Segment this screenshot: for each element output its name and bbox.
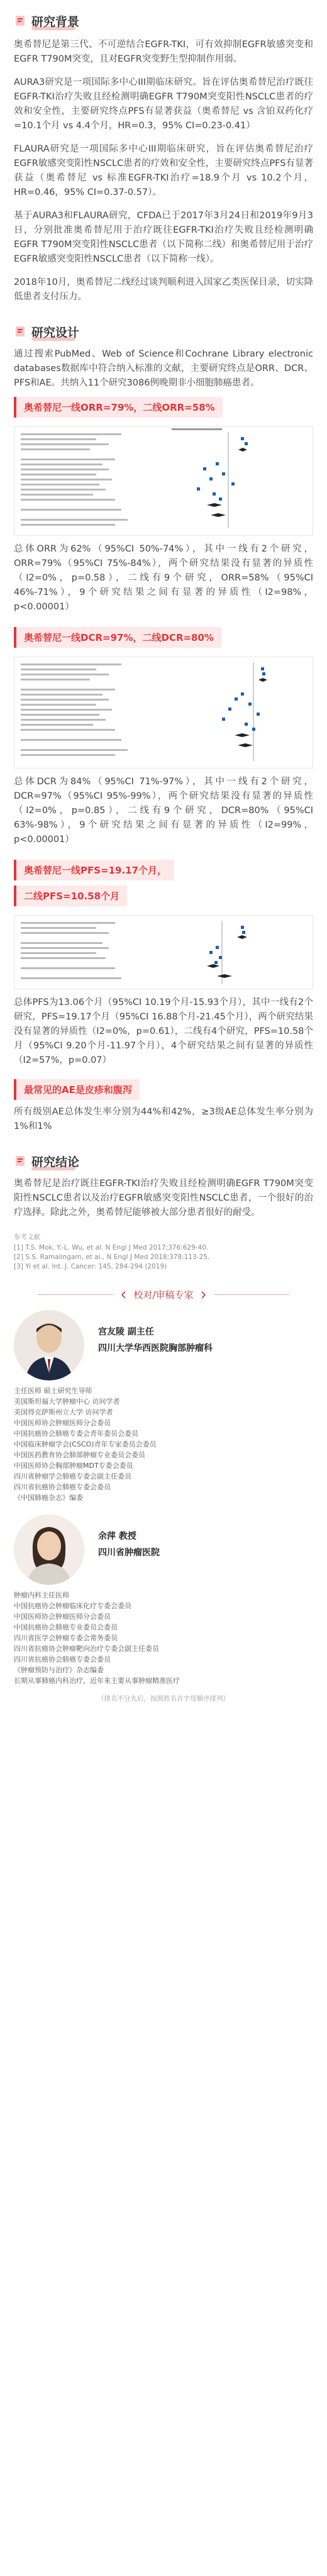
bio-line: 中国临床肿瘤学会(CSCO)青年专家委员会委员 [14, 1440, 157, 1448]
expert-bio-2 [14, 1590, 313, 1686]
reference-item: [2] S.S. Ramalingam, et al., N Engl J Med 2018;378:113-25. [14, 1253, 210, 1261]
background-paragraph-5: 2018年10月，奥希替尼二线经过谈判顺利进入国家乙类医保目录，切实降低患者支付压力。 [14, 277, 313, 302]
forest-plot-image [14, 916, 313, 989]
design-paragraph: 通过搜索PubMed、Web of Science和Cochrane Library electronic databases数据库中符合纳入标准的文献，主要研究终点是ORR、DCR、PFS和AE。共纳入11个研究3086例晚期非小细胞肺癌患者。 [14, 349, 313, 388]
bio-line: 四川省肿瘤学会肺癌专委会副主任委员 [14, 1472, 131, 1480]
bio-line: 美国得克萨斯州立大学 访问学者 [14, 1408, 113, 1416]
reference-item: [3] Yi et al. Int. J. Cancer: 145, 284-294 (2019) [14, 1263, 167, 1270]
reference-item: [1] T.S. Mok, Y.-L. Wu, et al. N Engl J Med 2017;376:629-40. [14, 1244, 209, 1252]
bio-line: 中国医师协会肿瘤医师分会委员 [14, 1613, 111, 1621]
section-title-text: 研究背景 [31, 14, 80, 29]
bio-line: 中国抗癌协会肿瘤临床化疗专委会委员 [14, 1602, 131, 1610]
background-paragraph-4: 基于AURA3和FLAURA研究，CFDA已于2017年3月24日和2019年9月3日，分别批准奥希替尼用于治疗既往EGFR-TKI治疗失败且经检测明确EGFR T790M突变阳性NSCLC患者（以下简称二线）和奥希替尼用于治疗EGFR敏感突变阳性NSCLC患者（以下简称一线）。 [14, 211, 313, 264]
pfs-heading-2: 二线PFS=10.58个月 [14, 886, 127, 906]
bio-line: 长期从事肺癌内科治疗，近年来主要从事肿瘤精准医疗 [14, 1677, 180, 1685]
divider-line [214, 1294, 289, 1295]
bio-line: 中国医师协会胸部肿瘤MDT专委会委员 [14, 1462, 133, 1470]
document-icon [14, 14, 26, 27]
bio-line: 美国斯坦福大学肿瘤中心 访问学者 [14, 1397, 120, 1406]
orr-forest-plot [14, 426, 313, 536]
expert-card-1 [0, 1310, 327, 1380]
bio-line: 中国医师协会肿瘤医师分会委员 [14, 1419, 111, 1427]
references [14, 1233, 313, 1272]
bio-line: 四川省抗癌协会肺癌专委会委员 [14, 1655, 111, 1663]
divider-line [38, 1294, 113, 1295]
expert-name: 余萍 教授 [98, 1531, 136, 1541]
ae-text: 所有级别AE总体发生率分别为44%和42%，≥3级AE总体发生率分别为1%和1% [14, 1107, 313, 1131]
expert-hospital: 四川省肿瘤医院 [98, 1548, 160, 1558]
pfs-forest-plot [14, 915, 313, 989]
references-title: 参考文献 [14, 1233, 40, 1241]
background-paragraph-3: FLAURA研究是一项国际多中心III期临床研究，旨在评估奥希替尼治疗EGFR敏感突变阳性NSCLC患者的疗效和安全性，主要研究终点PFS有显著获益（奥希替尼 vs 标准EGFR-TKI治疗=18.9个月 vs 10.2个月，HR=0.46，95% CI=0.37-0.57）。 [14, 144, 313, 197]
bio-line: 主任医师 硕士研究生导师 [14, 1387, 92, 1395]
section-title-text: 研究设计 [31, 325, 80, 340]
document-icon [14, 325, 26, 338]
experts-header [0, 1288, 327, 1301]
avatar [14, 1310, 84, 1380]
bio-line: 四川省医学会肿瘤专委会常务委员 [14, 1634, 118, 1642]
expert-card-2 [0, 1514, 327, 1585]
bio-line: 四川省抗癌协会肺癌专委会委员 [14, 1483, 111, 1491]
background-paragraph-2: AURA3研究是一项国际多中心III期临床研究。旨在评估奥希替尼治疗既往EGFR-TKI治疗失败且经检测明确EGFR T790M突变阳性NSCLC患者的疗效和安全性，主要研究终点PFS有显著获益（奥希替尼 vs 含铂双药化疗=10.1个月 vs 4.4个月，HR=0.3，95% CI=0.23-0.41） [14, 77, 313, 131]
bio-line: 四川省抗癌协会肿瘤靶向治疗专委会副主任委员 [14, 1645, 159, 1653]
chevron-right-icon [199, 1291, 208, 1299]
background-paragraph-1: 奥希替尼是第三代、不可逆结合EGFR-TKI，可有效抑制EGFR敏感突变和EGFR T790M突变，且对EGFR突变野生型抑制作用弱。 [14, 40, 313, 64]
expert-bio-1 [14, 1385, 313, 1503]
document-icon [14, 1155, 26, 1167]
expert-name: 宫友陵 副主任 [98, 1327, 154, 1337]
bio-line: 中国抗癌协会肺癌专业委员会委员 [14, 1623, 118, 1631]
bio-line: 《中国肺癌杂志》编委 [14, 1494, 83, 1502]
expert-hospital: 四川大学华西医院胸部肿瘤科 [98, 1343, 213, 1353]
bio-line: 中国医药教育协会肺部肿瘤专业委员会委员 [14, 1451, 145, 1459]
section-title-text: 研究结论 [31, 1155, 80, 1169]
ae-heading: 最常见的AE是皮疹和腹泻 [14, 1079, 140, 1100]
forest-plot-image [14, 427, 313, 535]
dcr-heading: 奥希替尼一线DCR=97%，二线DCR=80% [14, 627, 221, 648]
orr-text: 总体ORR为62%（95%CI 50%-74%），其中一线有2个研究，ORR=79%（95%CI 75%-84%），两个研究结果没有显著的异质性（I2=0%，p=0.58），二线有9个研究，ORR=58%（95%CI 46%-71%），9个研究结果之间有显著的异质性（I2=98%，p<0.00001） [14, 544, 313, 612]
conclusion-text: 奥希替尼是治疗既往EGFR-TKI治疗失败且经检测明确EGFR T790M突变阳性NSCLC患者以及治疗EGFR敏感突变阳性NSCLC患者，一个很好的治疗选择。除此之外，奥希替尼能够被大部分患者很好的耐受。 [14, 1179, 313, 1218]
bio-line: 中国抗癌协会肺癌专委会青年委员会委员 [14, 1430, 138, 1438]
dcr-text: 总体DCR为84%（95%CI 71%-97%），其中一线有2个研究，DCR=97%（95%CI 95%-99%），两个研究结果没有显著的异质性（I2=0%，p=0.85），二线有9个研究，DCR=80%（95%CI 63%-98%），9个研究结果之间有显著的异质性（I2=99%，p<0.00001） [14, 777, 313, 845]
dcr-forest-plot [14, 657, 313, 769]
footer-note: （排名不分先后，按照姓名首字母顺序排列） [97, 1695, 230, 1702]
experts-title: 校对/审稿专家 [133, 1289, 194, 1301]
forest-plot-image [14, 657, 313, 768]
avatar [14, 1514, 84, 1585]
pfs-heading-1: 奥希替尼一线PFS=19.17个月， [14, 860, 174, 880]
orr-heading: 奥希替尼一线ORR=79%，二线ORR=58% [14, 397, 223, 418]
pfs-text: 总体PFS为13.06个月（95%CI 10.19个月-15.93个月），其中一线有2个研究，PFS=19.17个月（95%CI 16.88个月-21.45个月），两个研究结果没有显著的异质性（I2=0%，p=0.61），二线有4个研究，PFS=10.58个月（95%CI 9.20个月-11.97个月），4个研究结果之间有显著的异质性（I2=57%，p=0.07） [14, 997, 313, 1065]
chevron-left-icon [119, 1291, 128, 1299]
bio-line: 《肿瘤预防与治疗》杂志编委 [14, 1666, 104, 1674]
person-icon [14, 1514, 84, 1585]
bio-line: 肿瘤内科主任医师 [14, 1591, 69, 1599]
person-icon [14, 1310, 84, 1380]
